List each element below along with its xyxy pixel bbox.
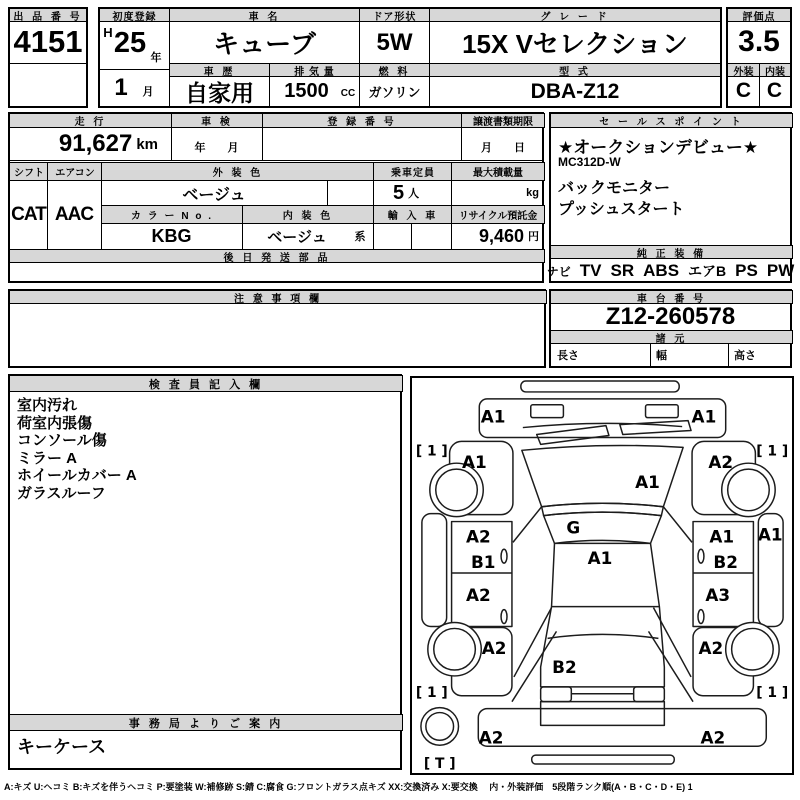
divider (10, 63, 86, 64)
chassis-number: Z12-260578 (605, 303, 736, 330)
first-reg-era: H (103, 24, 113, 40)
mileage-number: 91,627 (58, 130, 133, 157)
door-handle (501, 549, 507, 563)
equipment-item: PS (735, 261, 758, 280)
left-front-wheel-inner (436, 469, 478, 511)
damage-marker-left-front-door-2: B1 (470, 552, 496, 573)
equipment-item: ナビ (546, 264, 571, 279)
import-header: 輸 入 車 (373, 205, 453, 224)
inspector-notes (17, 397, 137, 502)
dims-header: 諸 元 (550, 330, 793, 344)
divider (650, 344, 651, 368)
damage-markers (416, 407, 788, 772)
mileage-unit: km (136, 135, 158, 153)
reg-no-header: 登 録 番 号 (262, 113, 462, 128)
fuel-header: 燃 料 (359, 63, 430, 77)
shift-value: CAT (11, 204, 46, 225)
legend: A:キズ U:ヘコミ B:キズを伴うヘコミ P:要塗装 W:補修跡 S:錆 C:腐食 G:フロントガラス点キズ XX:交換済み X:要交換 内・外装評価 5段階ランク順(A・B・C・D・E) 1 (4, 782, 693, 792)
color-no-header: カ ラ ー N o . (101, 205, 243, 224)
damage-marker-front-bumper-left: A1 (480, 406, 506, 427)
divider (10, 160, 542, 161)
right-wiper (620, 421, 691, 435)
transfer-value: 月 日 (481, 142, 525, 154)
right-rear-wheel-inner (732, 628, 774, 670)
divider (728, 344, 729, 368)
chassis-box (549, 289, 792, 368)
displacement-header: 排 気 量 (269, 63, 360, 77)
damage-marker-left-front-door: A2 (465, 526, 491, 547)
first-reg-year-unit: 年 (150, 52, 162, 64)
length-label: 長さ (557, 350, 579, 362)
tailgate-hinge-right (634, 687, 665, 702)
score-header: 評価点 (727, 8, 791, 22)
inspector-note: ミラー A (17, 449, 78, 467)
left-wiper (537, 426, 609, 445)
sales-point-box (546, 112, 795, 283)
int-color-name: ベージュ (267, 228, 327, 246)
rear-lip (532, 755, 675, 764)
office-header: 事 務 局 よ り ご 案 内 (9, 714, 403, 731)
height-label: 高さ (734, 350, 756, 362)
width-label: 幅 (656, 350, 667, 362)
later-parts-header: 後 日 発 送 部 品 (9, 249, 545, 263)
damage-marker-spare-tire: [ T ] (423, 756, 456, 773)
inspector-note: ガラスルーフ (17, 484, 106, 502)
left-sill (422, 514, 447, 627)
caution-header: 注 意 事 項 欄 (9, 290, 547, 304)
equipment-row (546, 259, 795, 283)
inspection-value: 年 月 (194, 142, 239, 154)
equipment-item: TV (579, 261, 602, 280)
inspector-note: 室内汚れ (17, 397, 78, 414)
max-load-header: 最大積載量 (451, 162, 545, 181)
divider (327, 181, 328, 205)
shift-header: シフト (9, 162, 49, 181)
recycle-header: リサイクル預託金 (451, 205, 545, 224)
recycle-value (451, 223, 539, 249)
ext-color-header: 外 装 色 (101, 162, 375, 181)
score-box (726, 7, 792, 108)
damage-marker-rear-right-corner: [ 1 ] (756, 684, 789, 701)
divider (262, 114, 263, 160)
caution-box (8, 289, 546, 368)
int-color-suffix: 系 (354, 231, 366, 243)
equipment-item: ABS (643, 261, 680, 280)
left-rear-wheel-inner (434, 628, 476, 670)
divider (411, 223, 412, 249)
max-load-value: kg (526, 187, 539, 199)
right-front-wheel-inner (728, 469, 770, 511)
damage-marker-rear-bumper-right: A2 (700, 727, 726, 748)
damage-marker-right-front-door-2: B2 (713, 552, 738, 573)
aircon-value: AAC (54, 204, 94, 225)
grade-header: グ レ ー ド (429, 8, 721, 22)
capacity-header: 乗車定員 (373, 162, 453, 181)
damage-marker-roof: A1 (587, 548, 613, 569)
office-note: キーケース (17, 737, 107, 757)
model-header: 型 式 (429, 63, 721, 77)
door-handle (501, 610, 507, 624)
damage-marker-right-rear-fender: A2 (698, 638, 724, 659)
capacity-value (373, 181, 439, 205)
first-reg-header: 初度登録 (99, 8, 170, 22)
divider (100, 69, 169, 70)
front-plate-left (531, 405, 564, 418)
sales-point-header: セ ー ル ス ポ イ ン ト (550, 113, 793, 128)
history-value: 自家用 (185, 80, 254, 106)
inspector-note: 荷室内張傷 (17, 414, 93, 432)
damage-marker-front-left-corner: [ 1 ] (415, 443, 448, 460)
damage-marker-right-rear-door: A3 (705, 584, 731, 605)
color-no-value: KBG (151, 225, 192, 246)
door-handle (698, 549, 704, 563)
fuel-value: ガソリン (368, 85, 421, 100)
equipment-item: PW (766, 261, 795, 280)
first-reg-month-unit: 月 (142, 86, 154, 98)
door-value: 5W (376, 28, 413, 56)
interior-grade: C (766, 79, 783, 102)
int-color-value (242, 223, 352, 249)
aircon-header: エアコン (47, 162, 103, 181)
mileage-header: 走 行 (9, 113, 172, 128)
exterior-header: 外装 (727, 63, 760, 77)
damage-marker-right-front-door: A1 (709, 526, 735, 547)
door-header: ドア形状 (359, 8, 430, 22)
damage-marker-rear-bumper-left: A2 (478, 727, 504, 748)
damage-marker-windshield: G (566, 517, 581, 538)
sales-point-line: プッシュスタート (558, 201, 685, 218)
auction-no-value: 4151 (13, 24, 83, 59)
front-lip (521, 381, 679, 392)
spare-tire-inner (426, 713, 454, 741)
tailgate-hinge-left (541, 687, 572, 702)
auction-no-header: 出 品 番 号 (9, 8, 87, 22)
recycle-fee: 9,460 (478, 225, 524, 246)
grade-value: 15X Vセレクション (462, 29, 688, 59)
inspection-header: 車 検 (171, 113, 263, 128)
car-name-header: 車 名 (169, 8, 360, 22)
car-diagram (412, 378, 792, 773)
history-header: 車 歴 (169, 63, 270, 77)
first-reg-year: 25 (113, 26, 147, 59)
damage-marker-front-bumper-right: A1 (691, 406, 717, 427)
damage-marker-left-front-fender: A1 (461, 452, 487, 473)
sales-point-line: バックモニター (558, 180, 671, 197)
damage-marker-left-rear-door: A2 (465, 584, 491, 605)
interior-header: 内装 (759, 63, 791, 77)
damage-marker-left-rear-fender: A2 (481, 638, 507, 659)
inspector-note: ホイールカバー A (17, 467, 137, 484)
damage-marker-right-front-fender: A2 (708, 452, 734, 473)
car-name-value: キューブ (213, 29, 316, 59)
inspector-note: コンソール傷 (17, 432, 107, 449)
sales-point-line: MC312D-W (558, 155, 621, 169)
spec-box (8, 112, 544, 283)
capacity-unit: 人 (408, 188, 420, 200)
ext-color-value: ベージュ (182, 186, 246, 204)
front-bumper (479, 399, 725, 438)
inspector-box (8, 374, 402, 770)
auction-no-box (8, 7, 88, 108)
inspector-header: 検 査 員 記 入 欄 (9, 375, 403, 392)
equipment-item: SR (610, 261, 635, 280)
equipment-item: エアB (688, 263, 727, 279)
mileage-value (10, 128, 158, 160)
damage-marker-right-sill: A1 (757, 524, 783, 545)
chassis-header: 車 台 番 号 (550, 290, 793, 304)
recycle-unit: 円 (528, 231, 539, 243)
first-reg-month: 1 (114, 74, 128, 101)
damage-marker-tailgate: B2 (552, 657, 577, 678)
equipment-header: 純 正 装 備 (550, 245, 793, 259)
capacity-number: 5 (392, 181, 405, 204)
score-value: 3.5 (738, 25, 780, 58)
displacement-unit: CC (340, 87, 356, 99)
transfer-header: 譲渡書類期限 (461, 113, 545, 128)
exterior-grade: C (735, 79, 752, 102)
door-handle (698, 610, 704, 624)
int-color-header: 内 装 色 (242, 205, 374, 224)
front-plate-right (646, 405, 679, 418)
damage-marker-front-right-corner: [ 1 ] (756, 443, 789, 460)
vehicle-header-box (98, 7, 722, 108)
model-value: DBA-Z12 (530, 79, 620, 103)
rear-window-line (548, 634, 659, 638)
tailgate-lower (541, 702, 665, 726)
damage-marker-rear-left-corner: [ 1 ] (415, 684, 448, 701)
damage-marker-hood: A1 (635, 471, 660, 492)
sales-point-line: ★オークションデビュー★ (558, 138, 759, 157)
displacement-value: 1500 (284, 80, 329, 102)
windshield (544, 512, 662, 543)
damage-diagram-box (410, 376, 794, 775)
